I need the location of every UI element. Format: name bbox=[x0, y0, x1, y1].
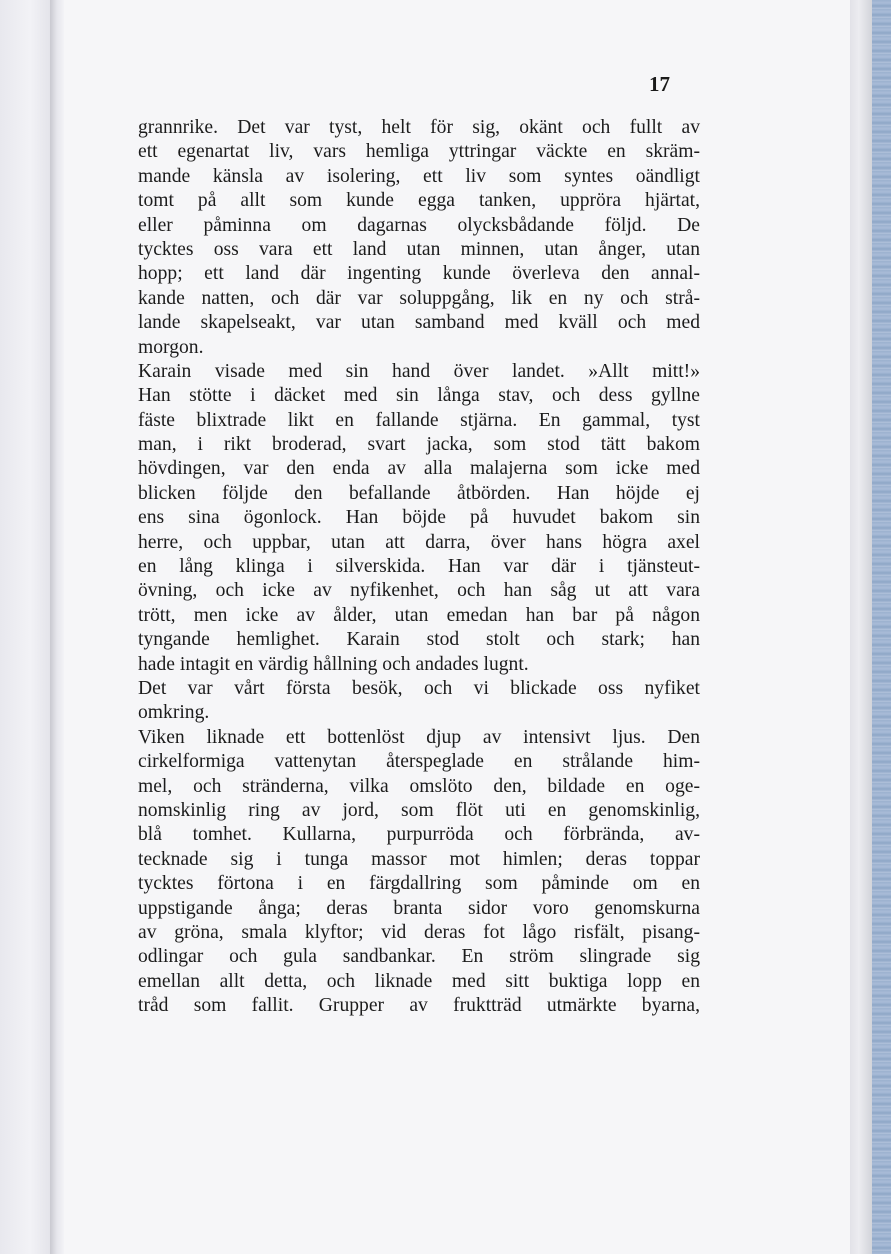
text-line: en lång klinga i silverskida. Han var där i tjänsteut- bbox=[138, 556, 700, 578]
text-line: grannrike. Det var tyst, helt för sig, okänt och fullt av bbox=[138, 117, 700, 138]
text-line: hade intagit en värdig hållning och andades lugnt. bbox=[138, 653, 529, 675]
text-line: tyngande hemlighet. Karain stod stolt och stark; han bbox=[138, 629, 700, 651]
text-line: tycktes förtona i en färgdallring som påminde om en bbox=[138, 873, 700, 895]
text-line: fäste blixtrade likt en fallande stjärna. En gammal, tyst bbox=[138, 409, 700, 431]
text-line: emellan allt detta, och liknade med sitt buktiga lopp en bbox=[138, 970, 700, 992]
left-page-edge bbox=[0, 0, 50, 1254]
body-text bbox=[138, 116, 700, 1018]
text-line: blå tomhet. Kullarna, purpurröda och förbrända, av- bbox=[138, 824, 700, 846]
text-line: kande natten, och där var soluppgång, lik en ny och strå- bbox=[138, 287, 700, 309]
text-line: morgon. bbox=[138, 336, 204, 358]
text-line: trött, men icke av ålder, utan emedan han bar på någon bbox=[138, 604, 700, 626]
text-line: tycktes oss vara ett land utan minnen, utan ånger, utan bbox=[138, 238, 700, 260]
text-line: ens sina ögonlock. Han böjde på huvudet bakom sin bbox=[138, 507, 700, 529]
page-stack-edge bbox=[850, 0, 872, 1254]
text-line: blicken följde den befallande åtbörden. Han höjde ej bbox=[138, 482, 700, 504]
text-line: Viken liknade ett bottenlöst djup av intensivt ljus. Den bbox=[138, 726, 700, 748]
book-gutter bbox=[50, 0, 64, 1254]
page-number: 17 bbox=[649, 72, 670, 96]
text-line: Det var vårt första besök, och vi blickade oss nyfiket bbox=[138, 677, 700, 699]
text-line: Karain visade med sin hand över landet. »Allt mitt!» bbox=[138, 360, 700, 382]
book-cover-edge bbox=[872, 0, 891, 1254]
text-line: tomt på allt som kunde egga tanken, uppröra hjärtat, bbox=[138, 190, 700, 212]
text-line: ett egenartat liv, vars hemliga yttringar väckte en skräm- bbox=[138, 141, 700, 163]
text-line: lande skapelseakt, var utan samband med kväll och med bbox=[138, 312, 700, 334]
text-line: odlingar och gula sandbankar. En ström slingrade sig bbox=[138, 946, 700, 968]
text-line: mel, och stränderna, vilka omslöto den, bildade en oge- bbox=[138, 775, 700, 797]
text-line: cirkelformiga vattenytan återspeglade en strålande him- bbox=[138, 751, 700, 773]
text-line: av gröna, smala klyftor; vid deras fot lågo risfält, pisang- bbox=[138, 921, 700, 943]
text-line: hopp; ett land där ingenting kunde överleva den annal- bbox=[138, 263, 700, 285]
text-line: övning, och icke av nyfikenhet, och han såg ut att vara bbox=[138, 580, 700, 602]
text-line: uppstigande ånga; deras branta sidor voro genomskurna bbox=[138, 897, 700, 919]
text-line: eller påminna om dagarnas olycksbådande följd. De bbox=[138, 214, 700, 236]
text-line: hövdingen, var den enda av alla malajerna som icke med bbox=[138, 458, 700, 480]
text-line: herre, och uppbar, utan att darra, över hans högra axel bbox=[138, 531, 700, 553]
text-line: tråd som fallit. Grupper av fruktträd utmärkte byarna, bbox=[138, 995, 700, 1017]
text-line: nomskinlig ring av jord, som flöt uti en genomskinlig, bbox=[138, 799, 700, 821]
text-line: Han stötte i däcket med sin långa stav, och dess gyllne bbox=[138, 385, 700, 407]
text-line: tecknade sig i tunga massor mot himlen; deras toppar bbox=[138, 848, 700, 870]
text-line: omkring. bbox=[138, 702, 210, 724]
text-line: mande känsla av isolering, ett liv som syntes oändligt bbox=[138, 165, 700, 187]
text-line: man, i rikt broderad, svart jacka, som stod tätt bakom bbox=[138, 434, 700, 456]
